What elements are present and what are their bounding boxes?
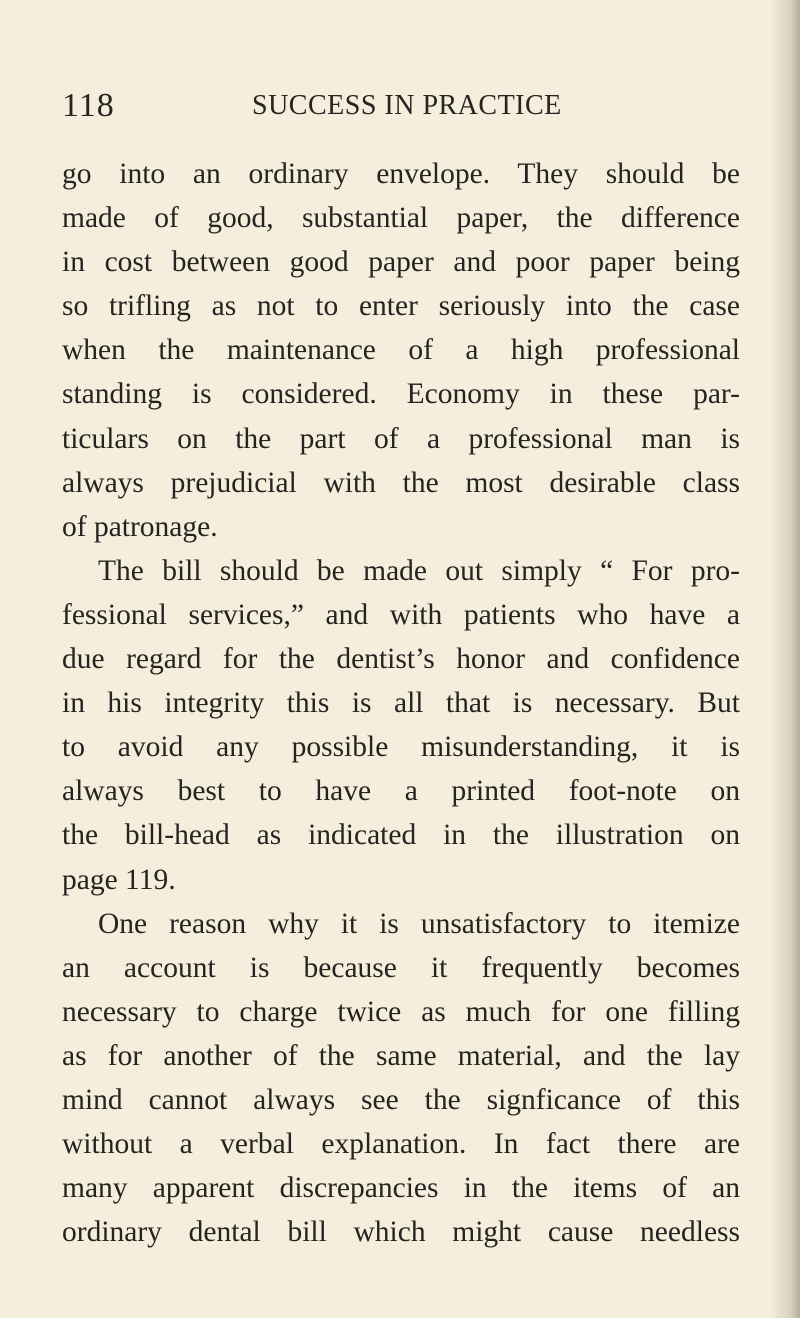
text-line: due regard for the dentist’s honor and confidence <box>62 643 740 676</box>
text-line: mind cannot always see the signficance of this <box>62 1083 740 1116</box>
text-line: made of good, substantial paper, the difference <box>62 202 740 235</box>
paragraph-2 <box>62 549 740 902</box>
text-line: in his integrity this is all that is necessary. But <box>62 687 740 720</box>
page-header <box>62 86 758 126</box>
text-line: without a verbal explanation. In fact there are <box>62 1128 740 1161</box>
text-line: the bill-head as indicated in the illustration on <box>62 819 740 852</box>
text-line: fessional services,” and with patients who have a <box>62 598 740 631</box>
text-line: many apparent discrepancies in the items of an <box>62 1172 740 1205</box>
text-line: as for another of the same material, and the lay <box>62 1039 740 1072</box>
text-line: ticulars on the part of a professional man is <box>62 422 740 455</box>
text-line: always prejudicial with the most desirable class <box>62 466 740 499</box>
text-line: of patronage. <box>62 510 218 543</box>
text-line: in cost between good paper and poor paper being <box>62 246 740 279</box>
text-line: The bill should be made out simply “ For pro- <box>98 554 740 587</box>
text-line: necessary to charge twice as much for one filling <box>62 995 740 1028</box>
text-line: page 119. <box>62 863 176 896</box>
body-text <box>62 152 740 1254</box>
text-line: ordinary dental bill which might cause needless <box>62 1216 740 1249</box>
text-line: standing is considered. Economy in these par- <box>62 378 740 411</box>
text-line: always best to have a printed foot-note on <box>62 775 740 808</box>
running-head: SUCCESS IN PRACTICE <box>252 90 562 121</box>
text-line: One reason why it is unsatisfactory to itemize <box>98 907 740 940</box>
text-line: go into an ordinary envelope. They should be <box>62 158 740 190</box>
paragraph-3 <box>62 902 740 1255</box>
text-line: to avoid any possible misunderstanding, it is <box>62 731 740 764</box>
text-line: an account is because it frequently becomes <box>62 951 740 984</box>
text-line: when the maintenance of a high professional <box>62 334 740 367</box>
text-line: so trifling as not to enter seriously into the case <box>62 290 740 323</box>
page-number: 118 <box>62 87 115 124</box>
paragraph-1 <box>62 152 740 549</box>
